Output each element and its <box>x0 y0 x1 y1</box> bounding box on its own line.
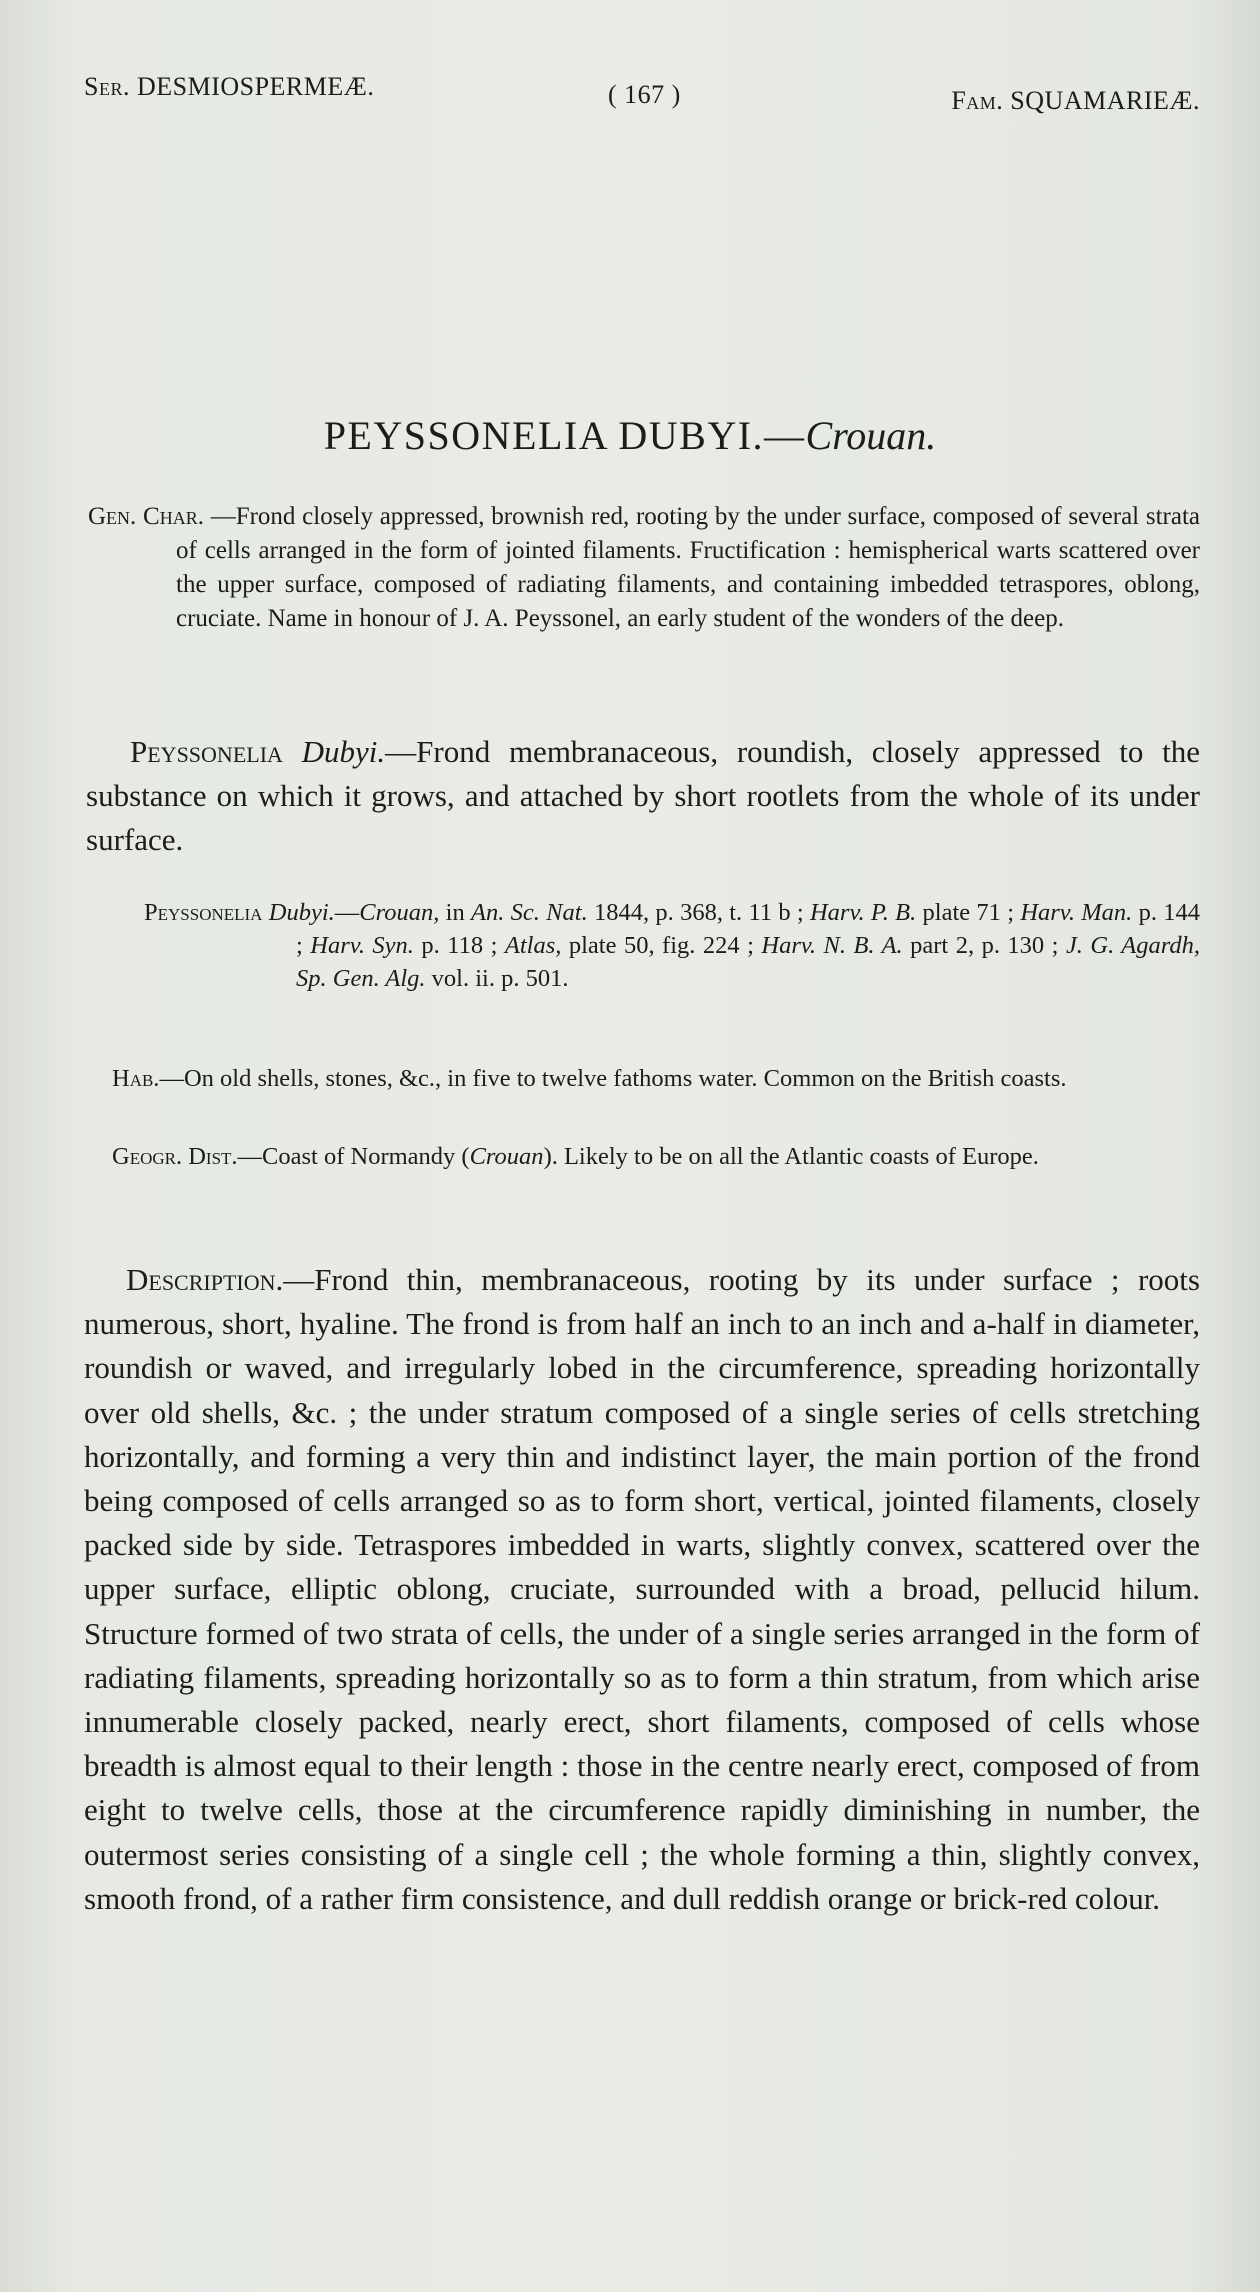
ref-part: Harv. N. B. A. <box>761 932 903 959</box>
species-name: PEYSSONELIA DUBYI.— <box>323 413 806 458</box>
ref-species: Dubyi. <box>268 899 335 926</box>
intro-text: —Frond membranaceous, roundish, closely appressed to the substance on which it grows, and attached by short rootlets from the whole of its under surface. <box>86 734 1201 857</box>
ref-part: in <box>439 899 471 926</box>
geography-text: —Coast of Normandy ( <box>237 1143 470 1170</box>
ref-part: plate 71 ; <box>916 899 1021 926</box>
ref-part: Harv. Syn. <box>310 932 414 959</box>
ref-part: 1844, p. 368, t. 11 b ; <box>587 899 810 926</box>
ref-part: vol. ii. p. 501. <box>425 965 569 992</box>
geography-text: ). Likely to be on all the Atlantic coasts of Europe. <box>543 1143 1039 1170</box>
references-paragraph <box>144 896 1200 995</box>
gen-char-label: Gen. Char. <box>88 503 204 530</box>
ref-part: J. G. Agardh, Sp. Gen. Alg. <box>296 932 1200 992</box>
habitat-paragraph <box>84 1062 1200 1095</box>
ref-part: Crouan, <box>359 899 440 926</box>
ref-part: Harv. P. B. <box>809 899 917 926</box>
description-paragraph <box>84 1258 1200 1921</box>
species-author: Crouan. <box>805 413 937 458</box>
intro-species: Dubyi. <box>301 734 386 769</box>
ref-genus: Peyssonelia <box>144 899 263 926</box>
ref-part: p. 144 ; <box>296 899 1200 959</box>
description-text: —Frond thin, membranaceous, rooting by its under surface ; roots numerous, short, hyaline. The frond is from half an inch to an inch and a-half in diameter, roundish or waved, and irregularly lobed in the circumference, spreading horizontally over old shells, &c. ; the under stratum composed of a single series of cells stretching horizontally, and forming a very thin and indistinct layer, the main portion of the frond being composed of cells arranged so as to form short, vertical, jointed filaments, closely packed side by side. Tetraspores imbedded in warts, slightly convex, scattered over the upper surface, elliptic oblong, cruciate, surrounded with a broad, pellucid hilum. Structure formed of two strata of cells, the under of a single series arranged in the form of radiating filaments, spreading horizontally so as to form a thin stratum, from which arise innumerable closely packed, nearly erect, short filaments, composed of cells whose breadth is almost equal to their length : those in the centre nearly erect, composed of from eight to twelve cells, those at the circumference rapidly diminishing in number, the outermost series consisting of a single cell ; the whole forming a thin, slightly convex, smooth frond, of a rather firm consistence, and dull reddish orange or brick-red colour. <box>84 1262 1200 1916</box>
ref-part: — <box>334 899 360 926</box>
ref-part: Harv. Man. <box>1020 899 1133 926</box>
species-title <box>0 412 1260 459</box>
ref-part: An. Sc. Nat. <box>471 899 588 926</box>
geography-label: Geogr. Dist. <box>112 1143 238 1170</box>
intro-genus: Peyssonelia <box>130 734 283 769</box>
series-heading: Ser. DESMIOSPERMEÆ. <box>84 72 375 101</box>
ref-part: p. 118 ; <box>413 932 505 959</box>
habitat-text: —On old shells, stones, &c., in five to twelve fathoms water. Common on the British coasts. <box>159 1065 1067 1092</box>
ref-part: part 2, p. 130 ; <box>902 932 1066 959</box>
running-header <box>84 72 1200 122</box>
generic-character-paragraph <box>88 500 1200 636</box>
description-label: Description. <box>126 1262 284 1297</box>
habitat-label: Hab. <box>112 1065 160 1092</box>
gen-char-text: —Frond closely appressed, brownish red, rooting by the under surface, composed of several strata of cells arranged in the form of jointed filaments. Fructification : hemispherical warts scattered over the upper surface, composed of radiating filaments, and containing imbedded tetraspores, oblong, cruciate. Name in honour of J. A. Peyssonel, an early student of the wonders of the deep. <box>176 503 1200 632</box>
ref-part: plate 50, fig. 224 ; <box>561 932 762 959</box>
ref-part: Atlas, <box>504 932 562 959</box>
geography-paragraph <box>84 1140 1200 1173</box>
page-number: ( 167 ) <box>608 80 681 109</box>
geography-author: Crouan <box>469 1143 544 1170</box>
species-diagnosis-paragraph <box>86 730 1200 862</box>
family-heading: Fam. SQUAMARIEÆ. <box>951 86 1200 115</box>
